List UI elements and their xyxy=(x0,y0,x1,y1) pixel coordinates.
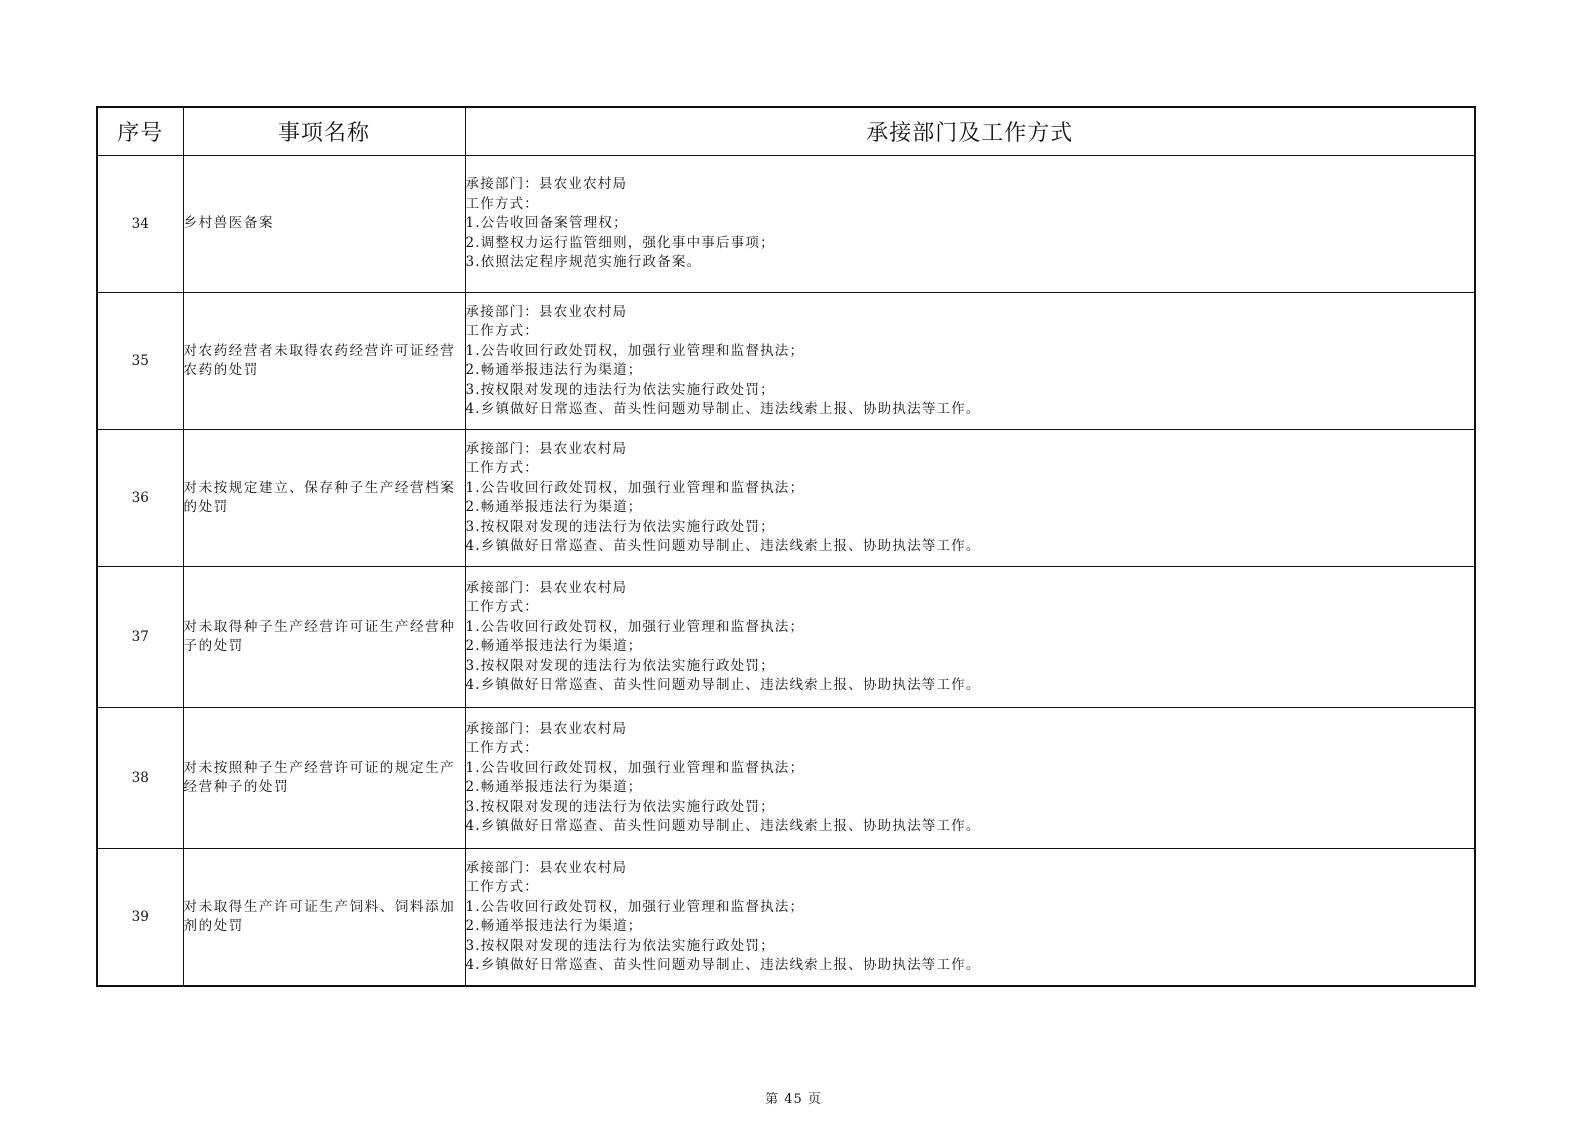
document-sheet xyxy=(96,106,1474,987)
work-line: 4.乡镇做好日常巡查、苗头性问题劝导制止、违法线索上报、协助执法等工作。 xyxy=(465,957,981,973)
work-line: 工作方式： xyxy=(465,460,539,476)
work-line: 1.公告收回备案管理权； xyxy=(465,215,628,232)
work-line: 4.乡镇做好日常巡查、苗头性问题劝导制止、违法线索上报、协助执法等工作。 xyxy=(465,538,981,554)
work-line: 2.畅通举报违法行为渠道； xyxy=(465,779,643,795)
work-line: 3.按权限对发现的违法行为依法实施行政处罚； xyxy=(465,381,775,398)
work-line: 2.调整权力运行监管细则，强化事中事后事项； xyxy=(465,234,775,251)
work-line: 承接部门：县农业农村局 xyxy=(465,440,628,457)
row-work-method xyxy=(465,567,1475,708)
table-body xyxy=(97,156,1475,987)
work-line: 工作方式： xyxy=(465,599,539,615)
table-row xyxy=(97,567,1475,708)
work-line: 1.公告收回行政处罚权，加强行业管理和监督执法； xyxy=(465,342,805,359)
work-line: 1.公告收回行政处罚权，加强行业管理和监督执法； xyxy=(465,479,805,496)
table-header-row xyxy=(97,107,1475,156)
work-line: 2.畅通举报违法行为渠道； xyxy=(465,499,643,515)
work-line: 承接部门：县农业农村局 xyxy=(465,720,628,737)
row-work-method xyxy=(465,156,1475,293)
table-row xyxy=(97,430,1475,567)
work-line: 3.按权限对发现的违法行为依法实施行政处罚； xyxy=(465,798,775,815)
work-line: 工作方式： xyxy=(465,879,539,895)
row-item-name: 乡村兽医备案 xyxy=(183,156,465,293)
row-item-name: 对未按规定建立、保存种子生产经营档案的处罚 xyxy=(183,430,465,567)
row-seq: 35 xyxy=(97,293,183,430)
work-line: 3.按权限对发现的违法行为依法实施行政处罚； xyxy=(465,518,775,535)
table-row xyxy=(97,156,1475,293)
row-item-name: 对未取得种子生产经营许可证生产经营种子的处罚 xyxy=(183,567,465,708)
row-seq: 39 xyxy=(97,849,183,987)
work-line: 2.畅通举报违法行为渠道； xyxy=(465,362,643,378)
header-name: 事项名称 xyxy=(183,107,465,156)
work-line: 承接部门：县农业农村局 xyxy=(465,859,628,876)
row-work-method xyxy=(465,849,1475,987)
row-item-name: 对未按照种子生产经营许可证的规定生产经营种子的处罚 xyxy=(183,708,465,849)
work-line: 2.畅通举报违法行为渠道； xyxy=(465,918,643,934)
work-line: 工作方式： xyxy=(465,740,539,756)
work-line: 承接部门：县农业农村局 xyxy=(465,303,628,320)
work-line: 1.公告收回行政处罚权，加强行业管理和监督执法； xyxy=(465,618,805,635)
row-work-method xyxy=(465,708,1475,849)
header-seq: 序号 xyxy=(97,107,183,156)
row-item-name: 对未取得生产许可证生产饲料、饲料添加剂的处罚 xyxy=(183,849,465,987)
row-seq: 36 xyxy=(97,430,183,567)
header-work: 承接部门及工作方式 xyxy=(465,107,1475,156)
work-line: 工作方式： xyxy=(465,195,539,212)
work-line: 3.依照法定程序规范实施行政备案。 xyxy=(465,254,702,271)
row-work-method xyxy=(465,293,1475,430)
work-line: 1.公告收回行政处罚权，加强行业管理和监督执法； xyxy=(465,759,805,776)
table-row xyxy=(97,708,1475,849)
work-line: 1.公告收回行政处罚权，加强行业管理和监督执法； xyxy=(465,898,805,915)
row-item-name: 对农药经营者未取得农药经营许可证经营农药的处罚 xyxy=(183,293,465,430)
table-row xyxy=(97,293,1475,430)
work-line: 承接部门：县农业农村局 xyxy=(465,579,628,596)
page-number: 第 45 页 xyxy=(765,1092,822,1107)
row-work-method xyxy=(465,430,1475,567)
work-line: 承接部门：县农业农村局 xyxy=(465,176,628,193)
row-seq: 34 xyxy=(97,156,183,293)
work-line: 4.乡镇做好日常巡查、苗头性问题劝导制止、违法线索上报、协助执法等工作。 xyxy=(465,818,981,834)
work-line: 3.按权限对发现的违法行为依法实施行政处罚； xyxy=(465,657,775,674)
row-seq: 38 xyxy=(97,708,183,849)
work-line: 4.乡镇做好日常巡查、苗头性问题劝导制止、违法线索上报、协助执法等工作。 xyxy=(465,677,981,693)
work-line: 3.按权限对发现的违法行为依法实施行政处罚； xyxy=(465,937,775,954)
items-table xyxy=(96,106,1476,987)
table-row xyxy=(97,849,1475,987)
row-seq: 37 xyxy=(97,567,183,708)
work-line: 4.乡镇做好日常巡查、苗头性问题劝导制止、违法线索上报、协助执法等工作。 xyxy=(465,401,981,417)
work-line: 工作方式： xyxy=(465,323,539,339)
work-line: 2.畅通举报违法行为渠道； xyxy=(465,638,643,654)
